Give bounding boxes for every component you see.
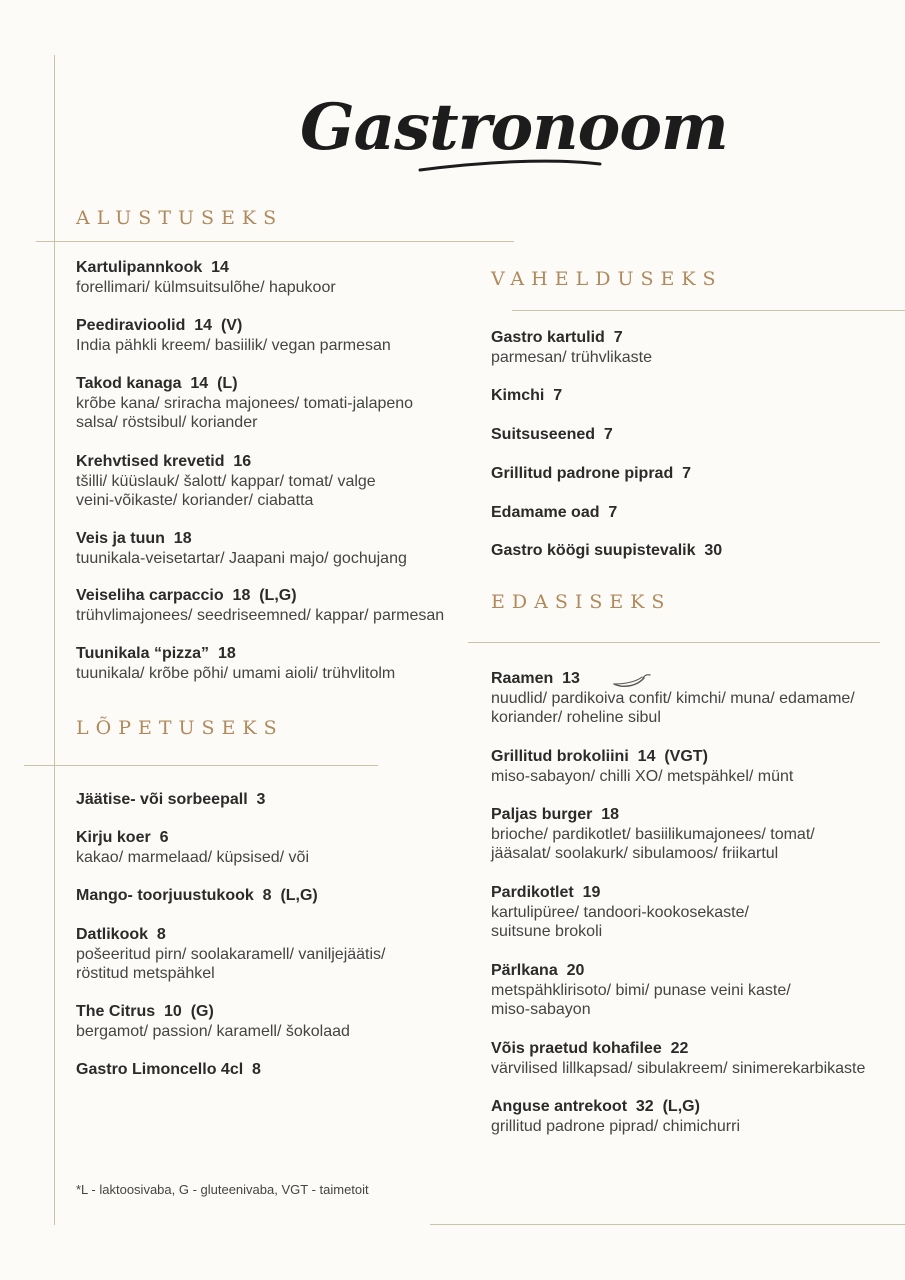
menu-item [491,541,891,561]
gastronoom-logo [300,78,728,188]
item-desc: miso-sabayon/ chilli XO/ metspähkel/ münt [491,767,794,785]
item-desc: trühvlimajonees/ seedriseemned/ kappar/ parmesan [76,606,445,624]
item-name: Anguse antrekoot 32 (L,G) [491,1098,700,1115]
item-desc: kartulipüree/ tandoori-kookosekaste/ suitsune brokoli [491,903,749,940]
item-name: Peediravioolid 14 (V) [76,317,243,334]
item-name: Kartulipannkook 14 [76,259,229,276]
menu-item [76,258,476,297]
item-desc: grillitud padrone piprad/ chimichurri [491,1117,741,1135]
menu-item [491,961,831,1020]
menu-item [491,386,891,406]
menu-item [491,425,891,445]
section-title-vahelduseks: VAHELDUSEKS [491,268,723,290]
menu-item [76,1060,436,1080]
item-desc: tuunikala/ krõbe põhi/ umami aioli/ trühvlitolm [76,664,396,682]
item-desc: kakao/ marmelaad/ küpsised/ või [76,848,309,866]
item-desc: brioche/ pardikotlet/ basiilikumajonees/ tomat/ jääsalat/ soolakurk/ sibulamoos/ friikartul [491,825,815,862]
menu-item [76,925,411,984]
item-desc: forellimari/ külmsuitsulõhe/ hapukoor [76,278,336,296]
item-desc: tšilli/ küüslauk/ šalott/ kappar/ tomat/ valge veini-võikaste/ koriander/ ciabatta [76,472,376,509]
item-name: Suitsuseened 7 [491,426,613,443]
item-desc: bergamot/ passion/ karamell/ šokolaad [76,1022,350,1040]
item-name: Võis praetud kohafilee 22 [491,1040,689,1057]
rule-vahelduseks [512,310,905,311]
item-desc: pošeeritud pirn/ soolakaramell/ vaniljejäätis/ röstitud metspähkel [76,945,386,982]
item-name: Veiseliha carpaccio 18 (L,G) [76,587,297,604]
menu-item [76,1002,436,1041]
item-name: Gastro kartulid 7 [491,329,623,346]
menu-item [491,1097,891,1136]
item-name: The Citrus 10 (G) [76,1003,214,1020]
menu-item [491,328,891,367]
menu-item [76,586,476,625]
item-name: Pärlkana 20 [491,962,585,979]
item-desc: nuudlid/ pardikoiva confit/ kimchi/ muna/ edamame/ koriander/ roheline sibul [491,689,855,726]
item-name: Kimchi 7 [491,387,563,404]
menu-item [76,828,436,867]
item-name: Grillitud brokoliini 14 (VGT) [491,748,708,765]
item-name: Gastro Limoncello 4cl 8 [76,1061,261,1078]
menu-item [76,790,436,810]
item-desc: värvilised lillkapsad/ sibulakreem/ sinimerekarbikaste [491,1059,866,1077]
vertical-rule [54,55,55,1225]
item-desc: parmesan/ trühvlikaste [491,348,652,366]
menu-item [491,669,886,728]
logo-text: Gastronoom [300,90,728,165]
item-name: Tuunikala “pizza” 18 [76,645,236,662]
chili-pepper-icon [612,672,652,690]
item-desc: metspähklirisoto/ bimi/ punase veini kaste/ miso-sabayon [491,981,791,1018]
rule-edasiseks [468,642,880,643]
item-desc: tuunikala-veisetartar/ Jaapani majo/ gochujang [76,549,407,567]
menu-item [76,316,476,355]
item-name: Paljas burger 18 [491,806,620,823]
item-name: Edamame oad 7 [491,504,618,521]
section-title-edasiseks: EDASISEKS [491,591,672,613]
item-name: Takod kanaga 14 (L) [76,375,238,392]
menu-item [491,464,891,484]
menu-item [76,452,376,511]
menu-item [76,374,434,433]
menu-item [491,503,891,523]
item-name: Pardikotlet 19 [491,884,601,901]
menu-item [76,529,476,568]
menu-item [76,886,436,906]
menu-item [491,805,851,864]
menu-item [76,644,476,683]
menu-item [491,747,891,786]
allergen-footnote: *L - laktoosivaba, G - gluteenivaba, VGT - taimetoit [76,1182,369,1197]
menu-item [491,1039,901,1078]
section-title-lopetuseks: LÕPETUSEKS [76,717,284,739]
item-desc: krõbe kana/ sriracha majonees/ tomati-jalapeno salsa/ röstsibul/ koriander [76,394,414,431]
item-name: Grillitud padrone piprad 7 [491,465,692,482]
rule-lopetuseks [24,765,378,766]
rule-alustuseks [36,241,514,242]
item-desc: India pähkli kreem/ basiilik/ vegan parmesan [76,336,391,354]
rule-bottom [430,1224,905,1225]
item-name: Mango- toorjuustukook 8 (L,G) [76,887,318,904]
menu-item [491,883,791,942]
logo-underline-swash [300,78,610,188]
item-name: Jäätise- või sorbeepall 3 [76,791,266,808]
item-name: Kirju koer 6 [76,829,169,846]
item-name: Raamen 13 [491,670,580,687]
section-title-alustuseks: ALUSTUSEKS [76,207,284,229]
item-name: Datlikook 8 [76,926,166,943]
item-name: Veis ja tuun 18 [76,530,192,547]
item-name: Gastro köögi suupistevalik 30 [491,542,723,559]
item-name: Krehvtised krevetid 16 [76,453,252,470]
